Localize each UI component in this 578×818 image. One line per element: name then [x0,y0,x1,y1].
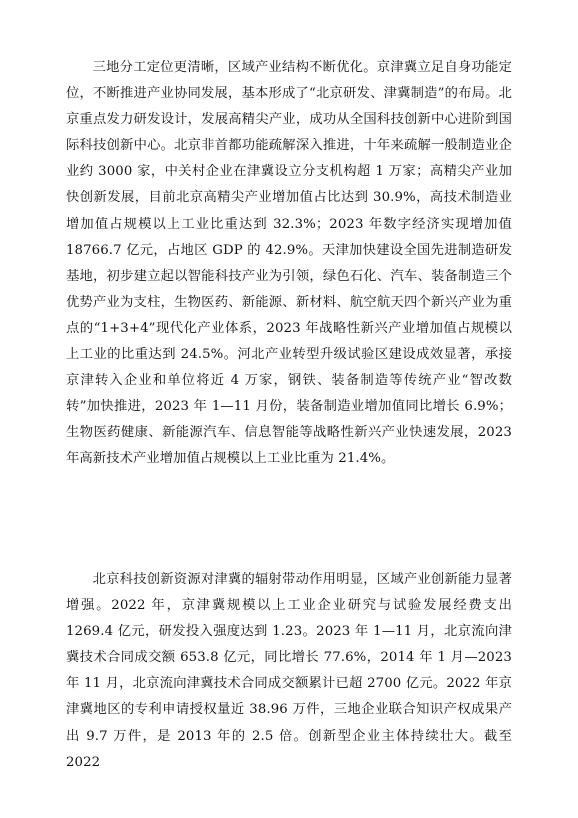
body-paragraph-industry-structure: 三地分工定位更清晰，区域产业结构不断优化。京津冀立足自身功能定位，不断推进产业协同发展，基本形成了“北京研发、津冀制造”的布局。北京重点发力研发设计，发展高精尖产业，成功从全国科技创新中心进阶到国际科技创新中心。北京非首都功能疏解深入推进，十年来疏解一般制造业企业约 3000 家，中关村企业在津冀设立分支机构超 1 万家；高精尖产业加快创新发展，目前北京高精尖产业增加值占比达到 30.9%，高技术制造业增加值占规模以上工业比重达到 32.3%；2023 年数字经济实现增加值 18766.7 亿元，占地区 GDP 的 42.9%。天津加快建设全国先进制造研发基地，初步建立起以智能科技产业为引领，绿色石化、汽车、装备制造三个优势产业为支柱，生物医药、新能源、新材料、航空航天四个新兴产业为重点的“1+3+4”现代化产业体系，2023 年战略性新兴产业增加值占规模以上工业的比重达到 24.5%。河北产业转型升级试验区建设成效显著，承接京津转入企业和单位将近 4 万家，钢铁、装备制造等传统产业“智改数转”加快推进，2023 年 1—11 月份，装备制造业增加值同比增长 6.9%；生物医药健康、新能源汽车、信息智能等战略性新兴产业快速发展，2023 年高新技术产业增加值占规模以上工业比重为 21.4%。 [66,60,512,467]
body-paragraph-innovation-radiation: 北京科技创新资源对津冀的辐射带动作用明显，区域产业创新能力显著增强。2022 年，京津冀规模以上工业企业研究与试验发展经费支出 1269.4 亿元，研发投入强度达到 1.23。2023 年 1—11 月，北京流向津冀技术合同成交额 653.8 亿元，同比增长 77.6%，2014 年 1 月—2023 年 11 月，北京流向津冀技术合同成交额累计已超 2700 亿元。2022 年京津冀地区的专利申请授权量近 38.96 万件，三地企业联合知识产权成果产出 9.7 万件，是 2013 年的 2.5 倍。创新型企业主体持续壮大。截至 2022 [66,572,512,770]
